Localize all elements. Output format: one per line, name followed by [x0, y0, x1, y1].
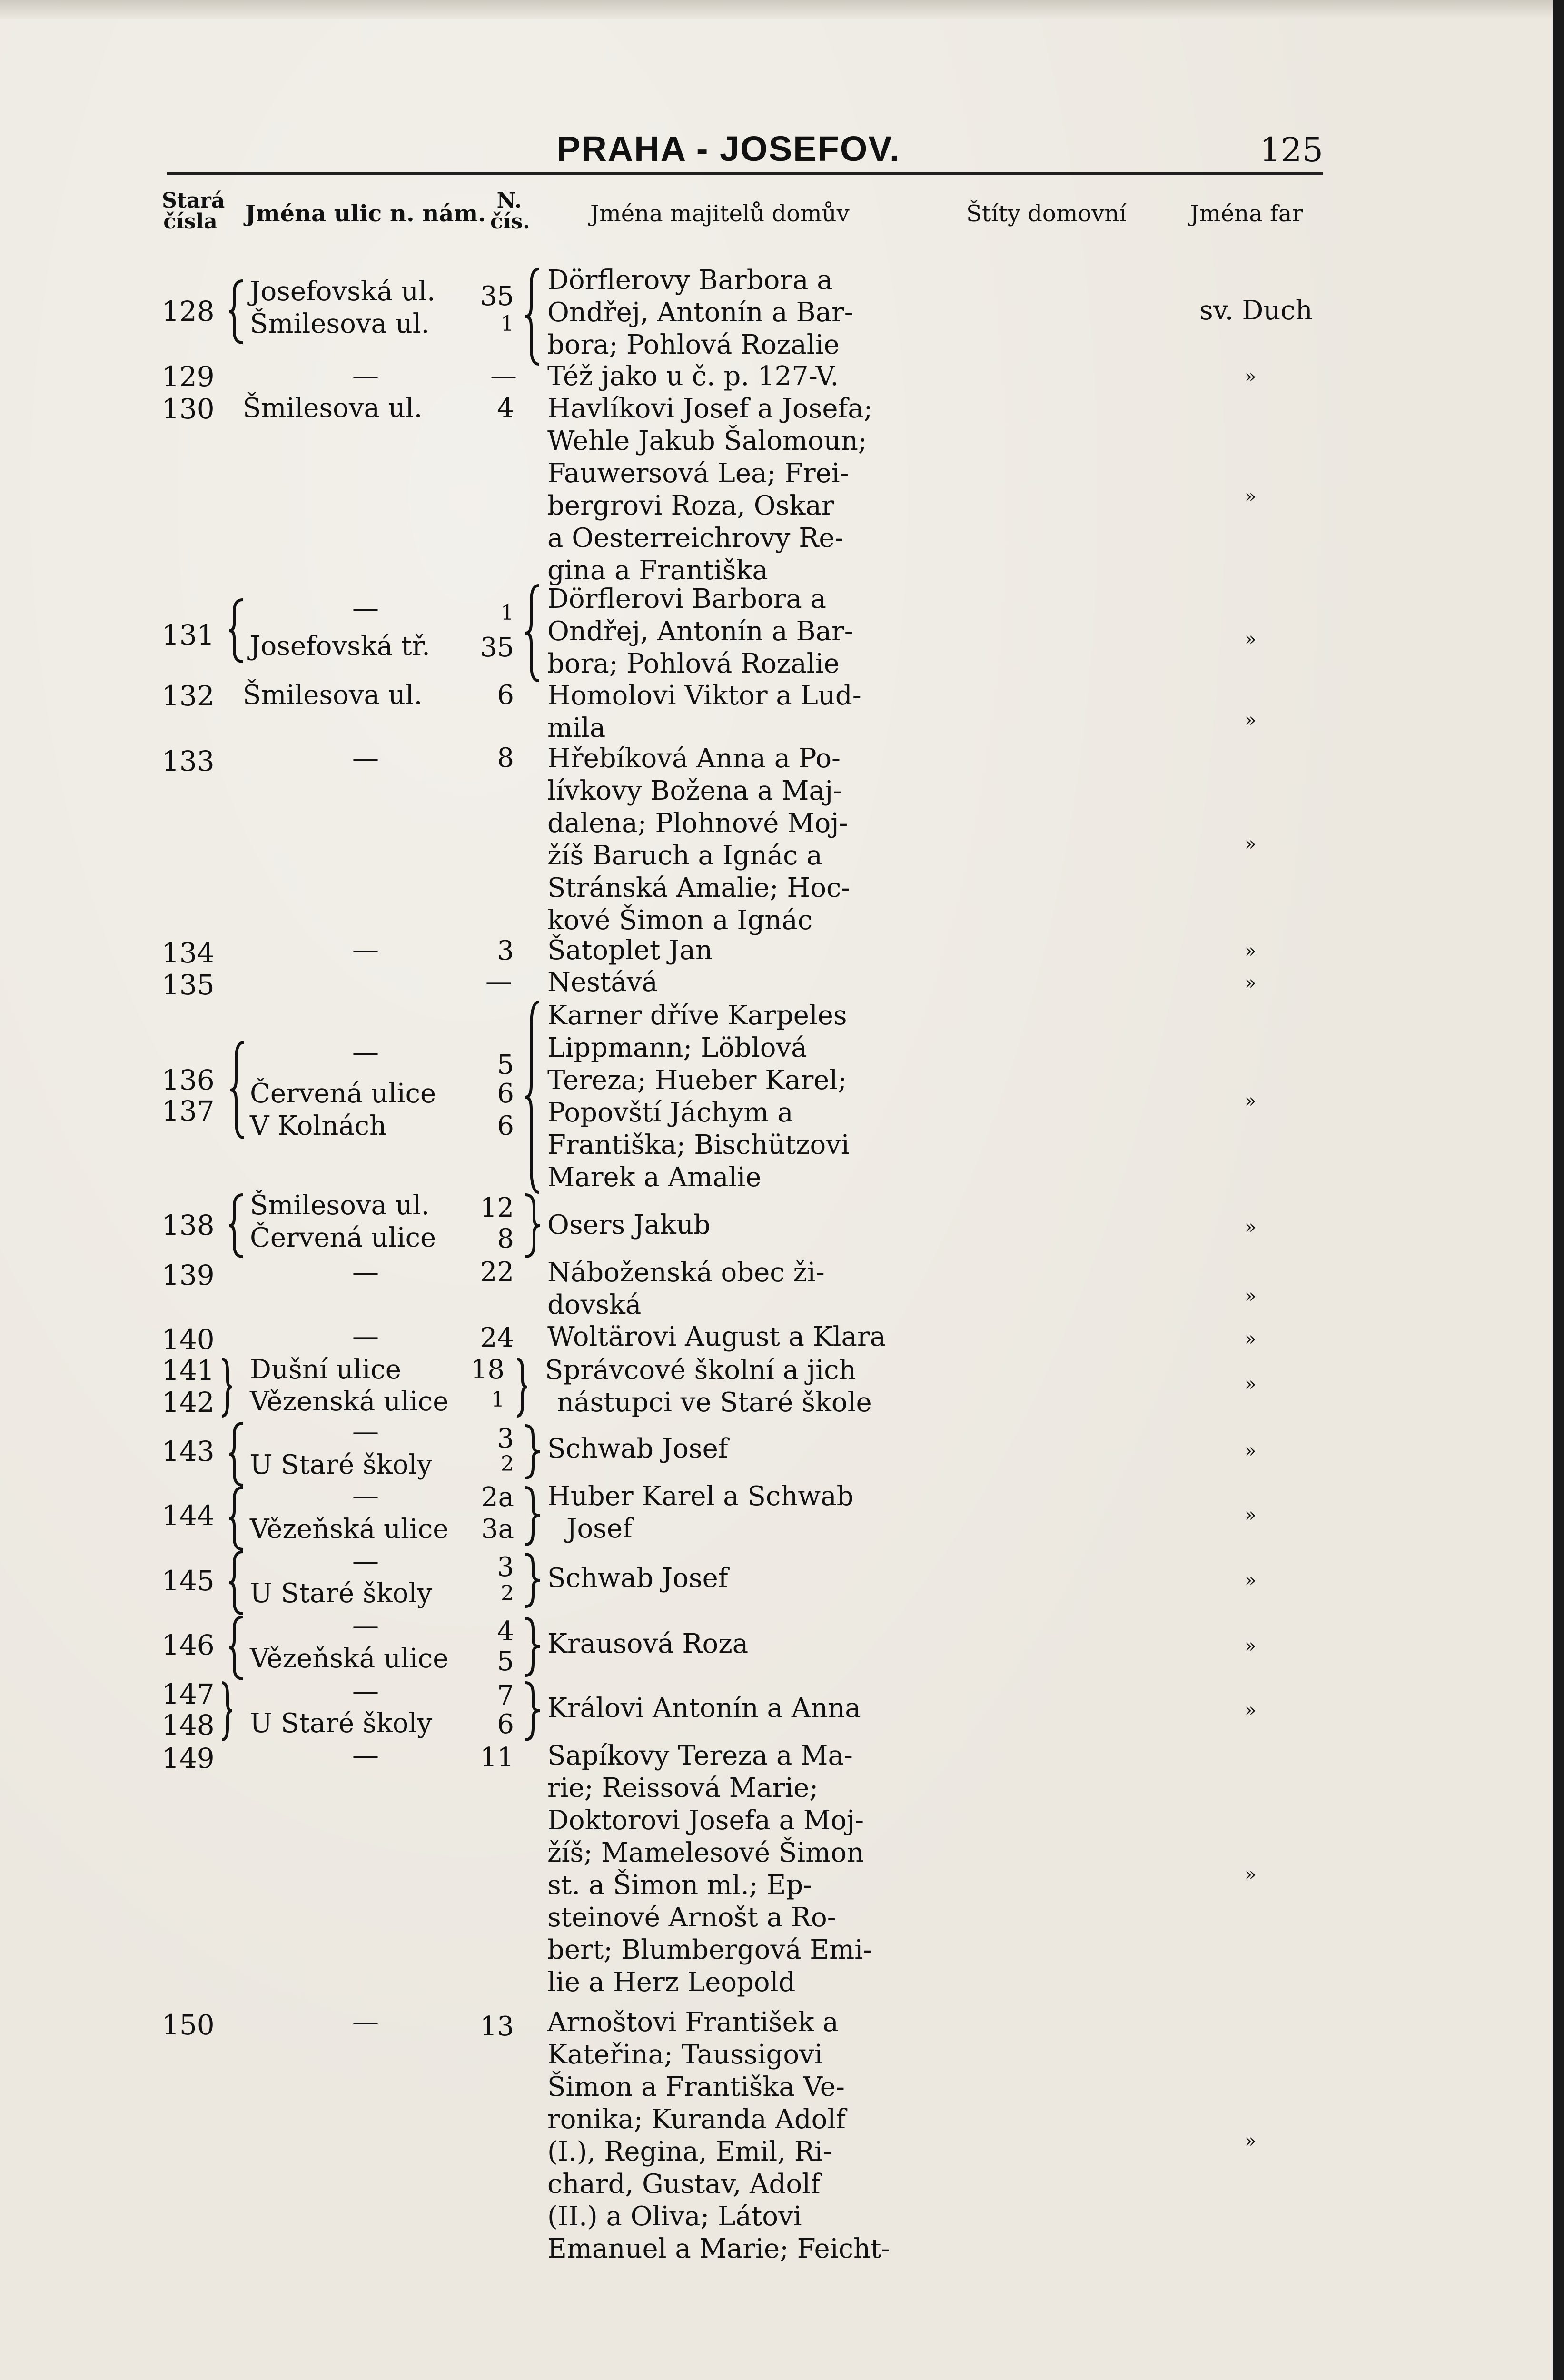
brace: [524, 1485, 543, 1547]
brace: [524, 1192, 543, 1259]
entry-number: 135: [162, 969, 215, 1001]
brace: [515, 1357, 529, 1418]
owner-line: steinové Arnošt a Ro-: [547, 1902, 836, 1933]
owner-line: Též jako u č. p. 127-V.: [547, 361, 839, 392]
street-name: Červená ulice: [250, 1222, 436, 1253]
house-number: 12: [480, 1192, 514, 1223]
ditto-mark: »: [1245, 1635, 1257, 1657]
brace: [524, 1552, 543, 1609]
brace: [228, 1421, 247, 1488]
street-name: Vězenská ulice: [250, 1386, 449, 1417]
street-name: Šmilesova ul.: [243, 680, 423, 711]
owner-text: [547, 2006, 919, 2265]
house-number: 4: [497, 1616, 514, 1647]
ditto-mark: »: [1245, 972, 1257, 994]
owner-text: [547, 934, 919, 967]
owner-line: Josef: [566, 1513, 633, 1544]
entry-number: 146: [162, 1629, 215, 1661]
owner-line: bert; Blumbergová Emi-: [547, 1934, 872, 1965]
owner-text: [547, 1433, 919, 1465]
house-number: 22: [480, 1257, 514, 1288]
ditto-mark: »: [1245, 1504, 1257, 1526]
owner-line: Šatoplet Jan: [547, 935, 713, 966]
owner-line: Ondřej, Antonín a Bar-: [547, 297, 853, 328]
col-head-stity: Štíty domovní: [966, 200, 1127, 227]
owner-line: (I.), Regina, Emil, Ri-: [547, 2136, 832, 2167]
entry-number: 147: [162, 1678, 215, 1710]
brace: [228, 597, 247, 664]
owner-line: Kateřina; Taussigovi: [547, 2039, 823, 2070]
owner-line: Ondřej, Antonín a Bar-: [547, 616, 853, 647]
brace: [228, 1192, 247, 1259]
brace: [524, 1680, 543, 1742]
col-head-nova-cisla: [490, 190, 528, 232]
street-name: Vězeňská ulice: [250, 1514, 449, 1545]
house-number: 3: [497, 935, 514, 966]
street-name: U Staré školy: [250, 1578, 432, 1609]
street-dash: —: [352, 1676, 379, 1706]
house-number: 2a: [481, 1482, 514, 1513]
street-name: Červená ulice: [250, 1078, 436, 1109]
owner-line: lívkovy Božena a Maj-: [547, 775, 842, 806]
owner-line: dovská: [547, 1289, 642, 1320]
entry-number: 145: [162, 1565, 215, 1597]
street-name: Josefovská ul.: [250, 276, 436, 307]
head-rule: [167, 172, 1323, 175]
col-head-n: N.: [496, 188, 522, 213]
owner-line: Karner dříve Karpeles: [547, 1000, 847, 1031]
house-number: 6: [497, 680, 514, 711]
owner-line: žíš Baruch a Ignác a: [547, 840, 822, 871]
street-dash: —: [352, 360, 379, 391]
brace: [228, 1040, 247, 1140]
owner-line: dalena; Plohnové Moj-: [547, 808, 848, 839]
house-number: 1: [501, 601, 514, 625]
house-number: 13: [480, 2011, 514, 2042]
street-name: Dušní ulice: [250, 1354, 401, 1385]
entry-number: 144: [162, 1499, 215, 1532]
owner-line: Lippmann; Löblová: [547, 1032, 807, 1063]
owner-text: [547, 1628, 919, 1660]
house-number: 3: [497, 1552, 514, 1583]
house-number: 3a: [481, 1514, 514, 1545]
owner-text: [547, 583, 919, 680]
street-name: Vězeňská ulice: [250, 1643, 449, 1674]
ditto-mark: »: [1245, 628, 1257, 650]
owner-text: [547, 966, 919, 999]
entry-number: 150: [162, 2009, 215, 2041]
owner-line: Správcové školní a jich: [545, 1355, 856, 1386]
brace: [228, 1485, 247, 1552]
owner-line: st. a Šimon ml.; Ep-: [547, 1870, 812, 1901]
street-dash: —: [352, 1037, 379, 1068]
page-number: 125: [1259, 130, 1323, 169]
ditto-mark: »: [1245, 1090, 1257, 1112]
owner-text: [547, 1257, 919, 1321]
owner-text: [547, 264, 919, 361]
owner-line: Náboženská obec ži-: [547, 1257, 825, 1288]
owner-line: Královi Antonín a Anna: [547, 1693, 861, 1724]
brace: [228, 1615, 247, 1681]
number-dash: —: [485, 966, 512, 997]
ditto-mark: »: [1245, 366, 1257, 387]
col-head-majitele: Jména majitelů domův: [590, 200, 850, 227]
house-number: 2: [501, 1581, 514, 1606]
street-name: Josefovská tř.: [250, 631, 430, 662]
owner-text: [547, 1209, 919, 1241]
entry-number: 140: [162, 1323, 215, 1356]
owner-line: kové Šimon a Ignác: [547, 905, 813, 936]
ditto-mark: »: [1245, 1699, 1257, 1721]
owner-line: Dörflerovy Barbora a: [547, 265, 833, 296]
owner-line: Dörflerovi Barbora a: [547, 584, 826, 615]
owner-line: (II.) a Oliva; Látovi: [547, 2201, 802, 2232]
owner-line: mila: [547, 713, 606, 744]
ditto-mark: »: [1245, 1285, 1257, 1307]
brace: [524, 1616, 543, 1678]
number-dash: —: [490, 360, 517, 391]
street-name: Šmilesova ul.: [250, 1190, 430, 1221]
house-number: 2: [501, 1452, 514, 1476]
street-name: Šmilesova ul.: [250, 308, 430, 339]
owner-line: Marek a Amalie: [547, 1162, 762, 1193]
owner-line: Šimon a Františka Ve-: [547, 2072, 845, 2102]
owner-line: Homolovi Viktor a Lud-: [547, 680, 861, 711]
ditto-mark: »: [1245, 1440, 1257, 1462]
col-head-stara: Stará: [162, 188, 225, 213]
owner-line: Osers Jakub: [547, 1210, 711, 1240]
owner-line: Arnoštovi František a: [547, 2007, 839, 2038]
house-number: 18: [470, 1354, 505, 1385]
col-head-ulice: Jména ulic n. nám.: [245, 200, 486, 227]
ditto-mark: »: [1245, 1569, 1257, 1591]
owner-text: [547, 1562, 919, 1595]
owner-line: Františka; Bischützovi: [547, 1130, 850, 1160]
ditto-mark: »: [1245, 2130, 1257, 2152]
owner-line: lie a Herz Leopold: [547, 1967, 796, 1998]
brace: [524, 1000, 543, 1195]
entry-number: 141: [162, 1354, 215, 1387]
running-title: PRAHA - JOSEFOV.: [557, 129, 901, 169]
brace: [524, 583, 543, 683]
running-head: [167, 119, 1323, 176]
entry-number: 137: [162, 1095, 215, 1127]
street-dash: —: [352, 1546, 379, 1577]
house-number: 6: [497, 1078, 514, 1109]
owner-line: Wehle Jakub Šalomoun;: [547, 426, 867, 456]
ditto-mark: »: [1245, 709, 1257, 731]
owner-text: [547, 1480, 919, 1545]
house-number: 35: [480, 281, 514, 312]
entry-number: 138: [162, 1209, 215, 1241]
street-dash: —: [352, 2006, 379, 2037]
owner-line: žíš; Mamelesové Šimon: [547, 1837, 864, 1868]
ditto-mark: »: [1245, 1328, 1257, 1350]
brace: [220, 1680, 234, 1742]
owner-line: Huber Karel a Schwab: [547, 1481, 854, 1512]
ditto-mark: »: [1245, 833, 1257, 855]
owner-text: [547, 1692, 919, 1725]
entry-number: 139: [162, 1259, 215, 1291]
entry-number: 136: [162, 1064, 215, 1096]
street-name: U Staré školy: [250, 1708, 432, 1739]
owner-line: bora; Pohlová Rozalie: [547, 329, 840, 360]
house-number: 24: [480, 1322, 514, 1353]
entry-number: 149: [162, 1742, 215, 1775]
house-number: 3: [497, 1423, 514, 1454]
house-number: 11: [480, 1742, 514, 1773]
brace: [524, 1423, 543, 1480]
brace: [524, 267, 543, 367]
street-dash: —: [352, 593, 379, 624]
owner-line: gina a Františka: [547, 555, 768, 586]
street-dash: —: [352, 1610, 379, 1641]
owner-line: Schwab Josef: [547, 1433, 728, 1464]
col-head-cis: čís.: [490, 209, 530, 234]
owner-line: chard, Gustav, Adolf: [547, 2169, 821, 2200]
house-number: 8: [497, 1223, 514, 1254]
entry-number: 142: [162, 1386, 215, 1418]
owner-line: Woltärovi August a Klara: [547, 1321, 886, 1352]
owner-line: Nestává: [547, 967, 658, 998]
ditto-mark: »: [1245, 486, 1257, 507]
parish-name: sv. Duch: [1199, 295, 1313, 326]
house-number: 6: [497, 1111, 514, 1141]
brace: [228, 278, 247, 345]
owner-line: Tereza; Hueber Karel;: [547, 1065, 847, 1096]
house-number: 5: [497, 1050, 514, 1081]
house-number: 6: [497, 1709, 514, 1740]
entry-number: 132: [162, 680, 215, 712]
street-name: Šmilesova ul.: [243, 393, 423, 424]
ditto-mark: »: [1245, 1216, 1257, 1238]
page-top-shading: [0, 0, 1564, 19]
owner-line: Havlíkovi Josef a Josefa;: [547, 393, 873, 424]
owner-text: [547, 393, 919, 587]
owner-line: ronika; Kuranda Adolf: [547, 2104, 846, 2135]
owner-line: Schwab Josef: [547, 1563, 728, 1594]
owner-line: Emanuel a Marie; Feicht-: [547, 2233, 891, 2264]
col-head-stara-cisla: [162, 188, 225, 234]
street-dash: —: [352, 743, 379, 774]
street-dash: —: [352, 1480, 379, 1511]
ditto-mark: »: [1245, 1864, 1257, 1885]
street-dash: —: [352, 934, 379, 965]
owner-line: rie; Reissová Marie;: [547, 1773, 819, 1804]
owner-text: [545, 1354, 916, 1419]
ditto-mark: »: [1245, 940, 1257, 962]
owner-line: Fauwersová Lea; Frei-: [547, 458, 849, 489]
owner-line: bergrovi Roza, Oskar: [547, 490, 834, 521]
owner-line: a Oesterreichrovy Re-: [547, 523, 844, 554]
owner-text: [547, 1000, 919, 1194]
street-dash: —: [352, 1740, 379, 1771]
entry-number: 130: [162, 393, 215, 425]
house-number: 35: [480, 632, 514, 663]
house-number: 8: [497, 743, 514, 774]
owner-text: [547, 1740, 919, 1999]
owner-line: nástupci ve Staré škole: [557, 1387, 872, 1418]
brace: [228, 1549, 247, 1616]
page-right-edge: [1553, 0, 1564, 2380]
brace: [220, 1357, 234, 1418]
owner-text: [547, 680, 919, 744]
owner-line: Krausová Roza: [547, 1628, 749, 1659]
ditto-mark: »: [1245, 1373, 1257, 1395]
entry-number: 148: [162, 1709, 215, 1741]
street-dash: —: [352, 1416, 379, 1447]
owner-text: [547, 1321, 919, 1353]
street-dash: —: [352, 1321, 379, 1352]
owner-line: bora; Pohlová Rozalie: [547, 648, 840, 679]
entry-number: 131: [162, 619, 215, 651]
house-number: 1: [491, 1388, 505, 1412]
street-name: U Staré školy: [250, 1449, 432, 1480]
entry-number: 134: [162, 937, 215, 969]
entry-number: 128: [162, 295, 215, 327]
entry-number: 143: [162, 1435, 215, 1468]
street-dash: —: [352, 1257, 379, 1288]
owner-text: [547, 360, 919, 393]
owner-line: Hřebíková Anna a Po-: [547, 743, 841, 774]
house-number: 7: [497, 1680, 514, 1711]
owner-text: [547, 743, 919, 937]
entry-number: 133: [162, 745, 215, 777]
street-name: V Kolnách: [250, 1111, 387, 1141]
owner-line: Doktorovi Josefa a Moj-: [547, 1805, 864, 1836]
owner-line: Stránská Amalie; Hoc-: [547, 873, 851, 903]
house-number: 5: [497, 1646, 514, 1677]
owner-line: Sapíkovy Tereza a Ma-: [547, 1740, 853, 1771]
house-number: 1: [501, 312, 514, 336]
entry-number: 129: [162, 360, 215, 393]
house-number: 4: [497, 393, 514, 424]
col-head-fary: Jména far: [1190, 200, 1303, 227]
col-head-cisla: čísla: [163, 209, 218, 234]
owner-line: Popovští Jáchym a: [547, 1097, 793, 1128]
